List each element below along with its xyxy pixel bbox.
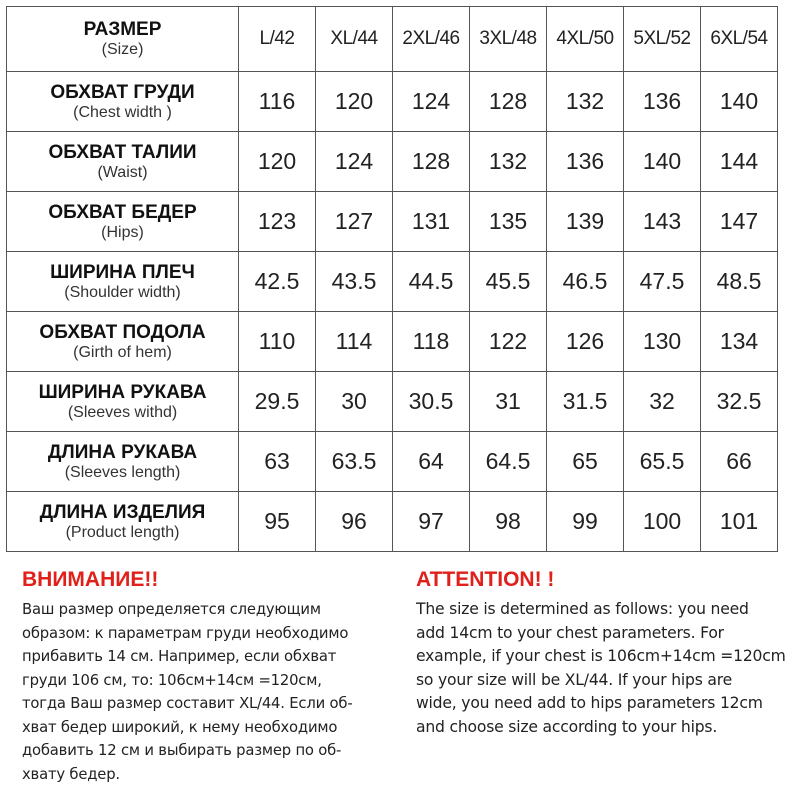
value-cell: 144 xyxy=(701,132,778,192)
value-cell: 43.5 xyxy=(316,252,393,312)
row-label-en: (Sleeves length) xyxy=(64,463,181,481)
notice-ru-body: Ваш размер определяется следующим образом: к параметрам груди необходимо прибавить 14 см. Например, если обхват груди 106 см, то: 106см+14см =120см, тогда Ваш размер составит XL/44. Если об- хват бедер широкий, к нему необходимо добавить 12 см и выбирать размер по об- хвату бедер. xyxy=(22,601,353,783)
value-cell: 126 xyxy=(547,312,624,372)
row-label-cell xyxy=(7,72,239,132)
value-cell: 45.5 xyxy=(470,252,547,312)
value-cell: 135 xyxy=(470,192,547,252)
value-cell: 31 xyxy=(470,372,547,432)
value-cell: 29.5 xyxy=(239,372,316,432)
table-row xyxy=(7,492,778,552)
header-label-cell xyxy=(7,7,239,72)
value-cell: 131 xyxy=(393,192,470,252)
value-cell: 127 xyxy=(316,192,393,252)
row-label-cell xyxy=(7,312,239,372)
size-header: 2XL/46 xyxy=(393,7,470,72)
value-cell: 147 xyxy=(701,192,778,252)
row-label-cell xyxy=(7,252,239,312)
value-cell: 48.5 xyxy=(701,252,778,312)
value-cell: 66 xyxy=(701,432,778,492)
row-label-en: (Girth of hem) xyxy=(73,343,172,361)
row-label-cell xyxy=(7,132,239,192)
notice-en-title: ATTENTION! ! xyxy=(416,568,555,591)
row-label-ru: ОБХВАТ ТАЛИИ xyxy=(48,141,197,163)
row-label-ru: ШИРИНА ПЛЕЧ xyxy=(50,261,195,283)
row-label-en: (Chest width ) xyxy=(73,103,172,121)
table-row xyxy=(7,432,778,492)
value-cell: 30.5 xyxy=(393,372,470,432)
row-label-en: (Product length) xyxy=(65,523,180,541)
value-cell: 116 xyxy=(239,72,316,132)
value-cell: 140 xyxy=(624,132,701,192)
table-row xyxy=(7,132,778,192)
row-label-ru: ДЛИНА ИЗДЕЛИЯ xyxy=(39,501,206,523)
row-label-cell xyxy=(7,432,239,492)
table-row xyxy=(7,312,778,372)
value-cell: 64 xyxy=(393,432,470,492)
value-cell: 101 xyxy=(701,492,778,552)
table-row xyxy=(7,72,778,132)
notice-russian xyxy=(22,566,407,786)
value-cell: 46.5 xyxy=(547,252,624,312)
row-label-en: (Hips) xyxy=(101,223,144,241)
value-cell: 122 xyxy=(470,312,547,372)
value-cell: 44.5 xyxy=(393,252,470,312)
value-cell: 30 xyxy=(316,372,393,432)
notice-english xyxy=(416,566,800,739)
value-cell: 128 xyxy=(470,72,547,132)
row-label-cell xyxy=(7,192,239,252)
row-label-ru: ОБХВАТ ПОДОЛА xyxy=(39,321,206,343)
row-label-en: (Waist) xyxy=(97,163,148,181)
notice-ru-title: ВНИМАНИЕ!! xyxy=(22,568,159,591)
value-cell: 47.5 xyxy=(624,252,701,312)
table-row xyxy=(7,192,778,252)
value-cell: 140 xyxy=(701,72,778,132)
value-cell: 128 xyxy=(393,132,470,192)
value-cell: 63.5 xyxy=(316,432,393,492)
value-cell: 64.5 xyxy=(470,432,547,492)
header-label-ru: РАЗМЕР xyxy=(83,19,162,40)
value-cell: 134 xyxy=(701,312,778,372)
value-cell: 95 xyxy=(239,492,316,552)
value-cell: 123 xyxy=(239,192,316,252)
table-row xyxy=(7,252,778,312)
value-cell: 99 xyxy=(547,492,624,552)
value-cell: 110 xyxy=(239,312,316,372)
table-row xyxy=(7,372,778,432)
value-cell: 65 xyxy=(547,432,624,492)
size-header: 4XL/50 xyxy=(547,7,624,72)
value-cell: 132 xyxy=(470,132,547,192)
size-chart-table xyxy=(6,6,778,552)
value-cell: 114 xyxy=(316,312,393,372)
value-cell: 124 xyxy=(316,132,393,192)
header-label-en: (Size) xyxy=(101,41,144,58)
value-cell: 136 xyxy=(624,72,701,132)
row-label-en: (Shoulder width) xyxy=(64,283,181,301)
value-cell: 132 xyxy=(547,72,624,132)
value-cell: 32.5 xyxy=(701,372,778,432)
row-label-ru: ОБХВАТ ГРУДИ xyxy=(50,81,195,103)
notice-en-body: The size is determined as follows: you need add 14cm to your chest parameters. For example, if your chest is 106cm+14cm =120cm so your size will be XL/44. If your hips are wide, you need add to hips parameters 12cm and choose size according to your hips. xyxy=(416,600,786,736)
size-header: L/42 xyxy=(239,7,316,72)
value-cell: 143 xyxy=(624,192,701,252)
value-cell: 120 xyxy=(316,72,393,132)
value-cell: 98 xyxy=(470,492,547,552)
row-label-en: (Sleeves withd) xyxy=(67,403,178,421)
row-label-cell xyxy=(7,372,239,432)
row-label-cell xyxy=(7,492,239,552)
size-header: 6XL/54 xyxy=(701,7,778,72)
value-cell: 96 xyxy=(316,492,393,552)
value-cell: 118 xyxy=(393,312,470,372)
value-cell: 32 xyxy=(624,372,701,432)
row-label-ru: ОБХВАТ БЕДЕР xyxy=(48,201,197,223)
value-cell: 63 xyxy=(239,432,316,492)
value-cell: 139 xyxy=(547,192,624,252)
size-header: XL/44 xyxy=(316,7,393,72)
size-header: 3XL/48 xyxy=(470,7,547,72)
row-label-ru: ДЛИНА РУКАВА xyxy=(47,441,198,463)
value-cell: 65.5 xyxy=(624,432,701,492)
value-cell: 136 xyxy=(547,132,624,192)
size-header: 5XL/52 xyxy=(624,7,701,72)
header-row xyxy=(7,7,778,72)
value-cell: 130 xyxy=(624,312,701,372)
value-cell: 124 xyxy=(393,72,470,132)
value-cell: 31.5 xyxy=(547,372,624,432)
value-cell: 42.5 xyxy=(239,252,316,312)
value-cell: 97 xyxy=(393,492,470,552)
value-cell: 120 xyxy=(239,132,316,192)
row-label-ru: ШИРИНА РУКАВА xyxy=(38,381,207,403)
value-cell: 100 xyxy=(624,492,701,552)
